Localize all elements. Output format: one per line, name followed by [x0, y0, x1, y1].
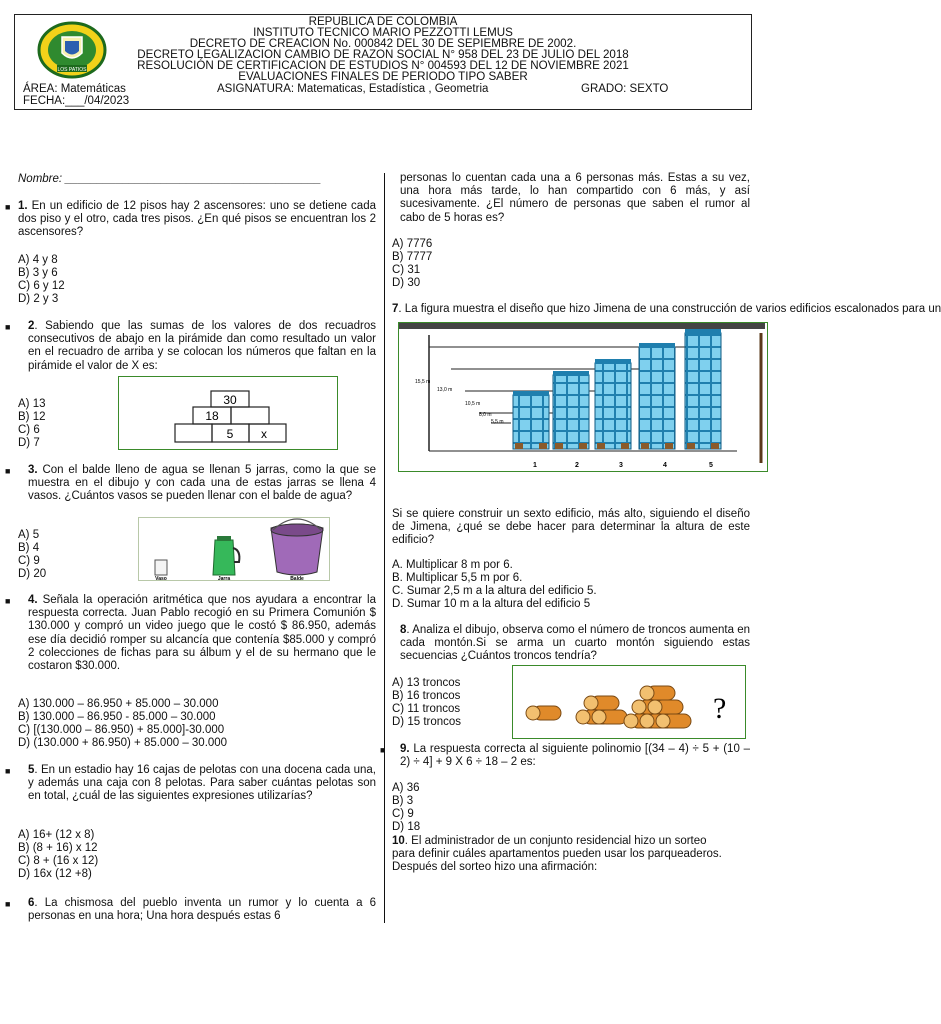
- pyramid-mid: 18: [205, 409, 219, 423]
- label-balde: Balde: [290, 576, 304, 582]
- q2-option-a[interactable]: A) 13: [18, 398, 46, 410]
- bullet-icon: ■: [5, 322, 11, 332]
- q8-option-a[interactable]: A) 13 troncos: [392, 677, 461, 689]
- question-1: 1. En un edificio de 12 pisos hay 2 ascensores: uno se detiene cada dos piso y el otro, cada tres pisos. ¿En qué pisos se encuentran los 2 ascensores?: [18, 200, 376, 239]
- question-7-prompt: Si se quiere construir un sexto edificio, más alto, siguiendo el diseño de Jimena, ¿qué se debe hacer para determinar la altura de este edificio?: [392, 508, 750, 547]
- building-label-2: 2: [575, 462, 579, 469]
- building-5: [685, 329, 721, 449]
- label-jarra: Jarra: [217, 576, 231, 582]
- header-line-3: DECRETO DE CREACION No. 000842 DEL 30 DE SEPIEMBRE DE 2002.: [189, 37, 577, 50]
- bullet-icon: ■: [5, 596, 11, 606]
- log-pile-1: [526, 706, 561, 720]
- question-4: 4. Señala la operación aritmética que nos ayudara a encontrar la respuesta correcta. Juan Pablo recogió en su Primera Comunión $ 130.000 y compró un video juego que le costó $ 86.950, además ese día decidió romper su alcancía que contenía $85.000 y compró 2 colecciones de fichas para su álbum y el de su hermano que le costaron $30.000.: [28, 594, 376, 673]
- height-label-1: 15,5 m: [415, 379, 431, 385]
- height-label-2: 13,0 m: [437, 387, 453, 393]
- q2-option-c[interactable]: C) 6: [18, 424, 40, 436]
- q9-option-a[interactable]: A) 36: [392, 782, 420, 794]
- q9-option-c[interactable]: C) 9: [392, 808, 414, 820]
- header-line-1: REPUBLICA DE COLOMBIA: [308, 15, 458, 28]
- logs-graphic: [513, 666, 745, 738]
- question-5: 5. En un estadio hay 16 cajas de pelotas con una docena cada una, y además una caja con 8 pelotas. Para saber cuántas pelotas son en total, ¿cuál de las siguientes expresiones utilizarías?: [28, 764, 376, 803]
- q4-option-a[interactable]: A) 130.000 – 86.950 + 85.000 – 30.000: [18, 698, 219, 710]
- q3-option-c[interactable]: C) 9: [18, 555, 40, 567]
- pyramid-graphic: [119, 377, 337, 449]
- height-label-5: 5,5 m: [491, 419, 504, 425]
- q5-option-c[interactable]: C) 8 + (16 x 12): [18, 855, 99, 867]
- q9-option-d[interactable]: D) 18: [392, 821, 421, 833]
- building-label-1: 1: [533, 462, 537, 469]
- q4-option-c[interactable]: C) [(130.000 – 86.950) + 85.000]-30.000: [18, 724, 225, 736]
- building-label-3: 3: [619, 462, 623, 469]
- q6-option-b[interactable]: B) 7777: [392, 251, 433, 263]
- containers-graphic: [139, 518, 329, 580]
- buildings-graphic: [399, 323, 767, 471]
- q5-option-a[interactable]: A) 16+ (12 x 8): [18, 829, 95, 841]
- q1-option-c[interactable]: C) 6 y 12: [18, 280, 65, 292]
- q7-option-d[interactable]: D. Sumar 10 m a la altura del edificio 5: [392, 598, 591, 610]
- q2-option-d[interactable]: D) 7: [18, 437, 40, 449]
- pyramid-bottom-x: x: [261, 427, 267, 441]
- pyramid-figure: [118, 376, 338, 450]
- q6-option-c[interactable]: C) 31: [392, 264, 421, 276]
- question-6-continued: personas lo cuentan cada una a 6 personas más. Estas a su vez, una hora más tarde, lo han compartido con 6 más, y así sucesivamente. ¿El número de personas que saben el rumor al cabo de 5 horas es?: [400, 172, 750, 224]
- q4-option-d[interactable]: D) (130.000 + 86.950) + 85.000 – 30.000: [18, 737, 228, 749]
- q1-option-a[interactable]: A) 4 y 8: [18, 254, 58, 266]
- bullet-icon: ■: [380, 745, 386, 755]
- fecha-label: FECHA:___/04/2023: [23, 95, 130, 107]
- question-mark: ?: [713, 692, 727, 725]
- asignatura-label: ASIGNATURA: Matematicas, Estadística , Geometria: [217, 83, 489, 95]
- q7-option-a[interactable]: A. Multiplicar 8 m por 6.: [392, 559, 513, 571]
- q8-option-d[interactable]: D) 15 troncos: [392, 716, 462, 728]
- svg-text:LOS PATIOS: LOS PATIOS: [57, 67, 87, 73]
- building-4: [639, 343, 675, 449]
- question-2: 2. Sabiendo que las sumas de los valores de dos recuadros consecutivos de abajo en la pirámide dan como resultado un valor en el recuadro de arriba y se colocan los números que faltan en la pirámide el valor de X es:: [28, 320, 376, 372]
- header-line-5: RESOLUCIÓN DE CERTIFICACION DE ESTUDIOS N° 004593 DEL 12 DE NOVIEMBRE 2021: [137, 59, 629, 72]
- bullet-icon: ■: [5, 466, 11, 476]
- header-line-2: INSTITUTO TECNICO MARIO PEZZOTTI LEMUS: [253, 26, 513, 39]
- q5-option-d[interactable]: D) 16x (12 +8): [18, 868, 92, 880]
- question-3: 3. Con el balde lleno de agua se llenan 5 jarras, como la que se muestra en el dibujo y con cada una de estas jarras se llena 4 vasos. ¿Cuántos vasos se pueden llenar con el balde de agua?: [28, 464, 376, 503]
- grado-label: GRADO: SEXTO: [581, 83, 669, 95]
- height-label-3: 10,5 m: [465, 401, 481, 407]
- question-7: 7. La figura muestra el diseño que hizo Jimena de una construcción de varios edificios escalonados para un: [392, 303, 941, 315]
- q9-option-b[interactable]: B) 3: [392, 795, 414, 807]
- question-9: 9. La respuesta correcta al siguiente polinomio [(34 – 4) ÷ 5 + (10 – 2) ÷ 4] + 9 X 6 ÷ 18 – 2 es:: [400, 743, 750, 769]
- buildings-figure: [398, 322, 768, 472]
- q6-option-d[interactable]: D) 30: [392, 277, 421, 289]
- containers-figure: [138, 517, 330, 581]
- building-3: [595, 359, 631, 449]
- q7-option-c[interactable]: C. Sumar 2,5 m a la altura del edificio 5.: [392, 585, 597, 597]
- question-8: 8. Analiza el dibujo, observa como el número de troncos aumenta en cada montón.Si se arma un cuarto montón siguiendo estas secuencias ¿Cuántos troncos tendría?: [400, 624, 750, 663]
- question-10: 10. El administrador de un conjunto residencial hizo un sorteo para definir cuáles apartamentos pueden usar los parqueaderos. Después del sorteo hizo una afirmación:: [392, 835, 722, 874]
- q4-option-b[interactable]: B) 130.000 – 86.950 - 85.000 – 30.000: [18, 711, 216, 723]
- q8-option-c[interactable]: C) 11 troncos: [392, 703, 461, 715]
- exam-header: [14, 14, 752, 110]
- logs-figure: [512, 665, 746, 739]
- building-label-4: 4: [663, 462, 667, 469]
- bullet-icon: ■: [5, 202, 11, 212]
- building-2: [553, 371, 589, 449]
- q8-option-b[interactable]: B) 16 troncos: [392, 690, 461, 702]
- height-label-4: 8,0 m: [479, 412, 492, 418]
- nombre-field[interactable]: Nombre: ________________________________________: [18, 173, 322, 185]
- building-label-5: 5: [709, 462, 713, 469]
- q1-option-d[interactable]: D) 2 y 3: [18, 293, 59, 305]
- q3-option-b[interactable]: B) 4: [18, 542, 40, 554]
- area-label: ÁREA: Matemáticas: [23, 83, 126, 95]
- bullet-icon: ■: [5, 766, 11, 776]
- q2-option-b[interactable]: B) 12: [18, 411, 46, 423]
- q5-option-b[interactable]: B) (8 + 16) x 12: [18, 842, 98, 854]
- log-pile-2: [576, 696, 627, 724]
- header-line-4: DECRETO LEGALIZACION CAMBIO DE RAZON SOCIAL N° 958 DEL 23 DE JULIO DEL 2018: [137, 48, 629, 61]
- header-line-6: EVALUACIONES FINALES DE PERIODO TIPO SABER: [238, 70, 528, 83]
- pyramid-bottom-5: 5: [226, 427, 234, 441]
- q3-option-a[interactable]: A) 5: [18, 529, 40, 541]
- question-6: 6. La chismosa del pueblo inventa un rumor y lo cuenta a 6 personas en una hora; Una hora después estas 6: [28, 897, 376, 923]
- q3-option-d[interactable]: D) 20: [18, 568, 47, 580]
- q6-option-a[interactable]: A) 7776: [392, 238, 433, 250]
- label-vaso: Vaso: [155, 576, 167, 582]
- bullet-icon: ■: [5, 899, 11, 909]
- q1-option-b[interactable]: B) 3 y 6: [18, 267, 58, 279]
- log-pile-3: [624, 686, 691, 728]
- q7-option-b[interactable]: B. Multiplicar 5,5 m por 6.: [392, 572, 523, 584]
- building-1: [513, 391, 549, 449]
- pyramid-top: 30: [223, 393, 237, 407]
- column-divider: [384, 173, 385, 923]
